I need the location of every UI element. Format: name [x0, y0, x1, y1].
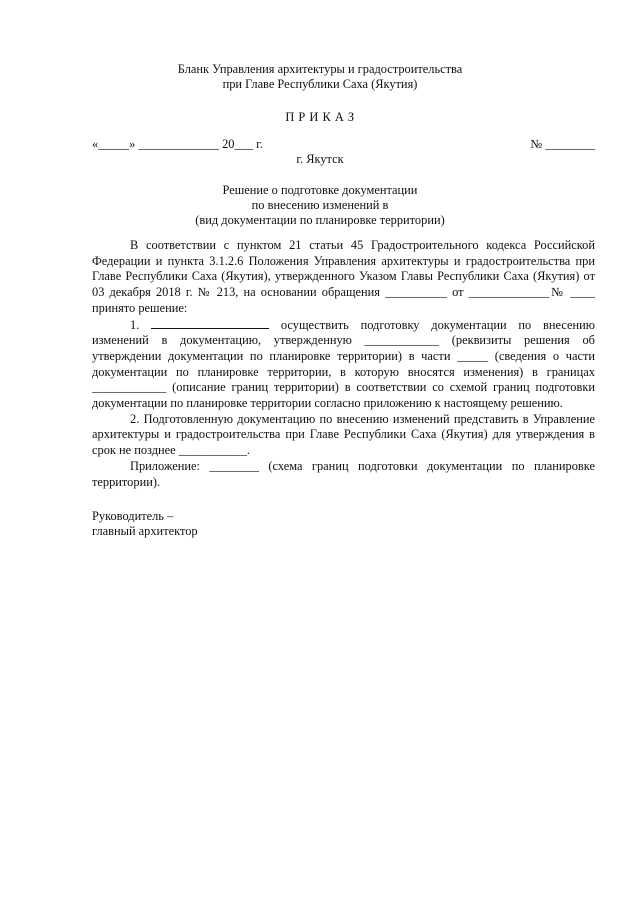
item-1-text: осуществить подготовку документации по внесению изменений в документацию, утвержденную ____________ (реквизиты решения об утверждении документации по планировке территории) в части _____ (сведения о части документации по планировке территории, в которую вносятся изменения) в границах ____________ (описание границ территории) в соответствии со схемой границ подготовки документации по планировке территории согласно приложению к настоящему решению.: [92, 317, 595, 411]
intro-paragraph: В соответствии с пунктом 21 статьи 45 Градостроительного кодекса Российской Федерации и пункта 3.1.2.6 Положения Управления архитектуры и градостроительства при Главе Республики Саха (Якутия), утвержденного Указом Главы Республики Саха (Якутия) от 03 декабря 2018 г. № 213, на основании обращения __________ от _____________№ ____ принято решение:: [92, 238, 595, 315]
letterhead-line-1: Бланк Управления архитектуры и градостроительства: [177, 62, 463, 76]
document-type: П Р И К А З: [285, 110, 355, 124]
number-field: № ________: [530, 137, 595, 151]
item-1-paragraph: [92, 317, 595, 412]
date-field: «_____» _____________ 20___ г.: [92, 137, 263, 151]
date-number-row: [92, 137, 595, 152]
subject-line-2: по внесению изменений в: [251, 198, 389, 212]
appendix-paragraph: Приложение: ________ (схема границ подготовки документации по планировке территории).: [92, 458, 595, 489]
document-body: [92, 238, 595, 490]
signature-title-line-1: Руководитель –: [92, 509, 174, 523]
signature-block: [92, 509, 198, 540]
item-2-paragraph: 2. Подготовленную документацию по внесению изменений представить в Управление архитектуры и градостроительства при Главе Республики Саха (Якутия) для утверждения в срок не позднее ___________.: [92, 411, 595, 458]
item-1-blank-line: [151, 317, 269, 329]
subject-line-3: (вид документации по планировке территории): [195, 213, 445, 227]
subject-line-1: Решение о подготовке документации: [222, 183, 418, 197]
city: г. Якутск: [296, 152, 344, 166]
letterhead-line-2: при Главе Республики Саха (Якутия): [222, 77, 418, 91]
signature-title-line-2: главный архитектор: [92, 524, 198, 539]
item-1-number: 1.: [130, 317, 140, 332]
